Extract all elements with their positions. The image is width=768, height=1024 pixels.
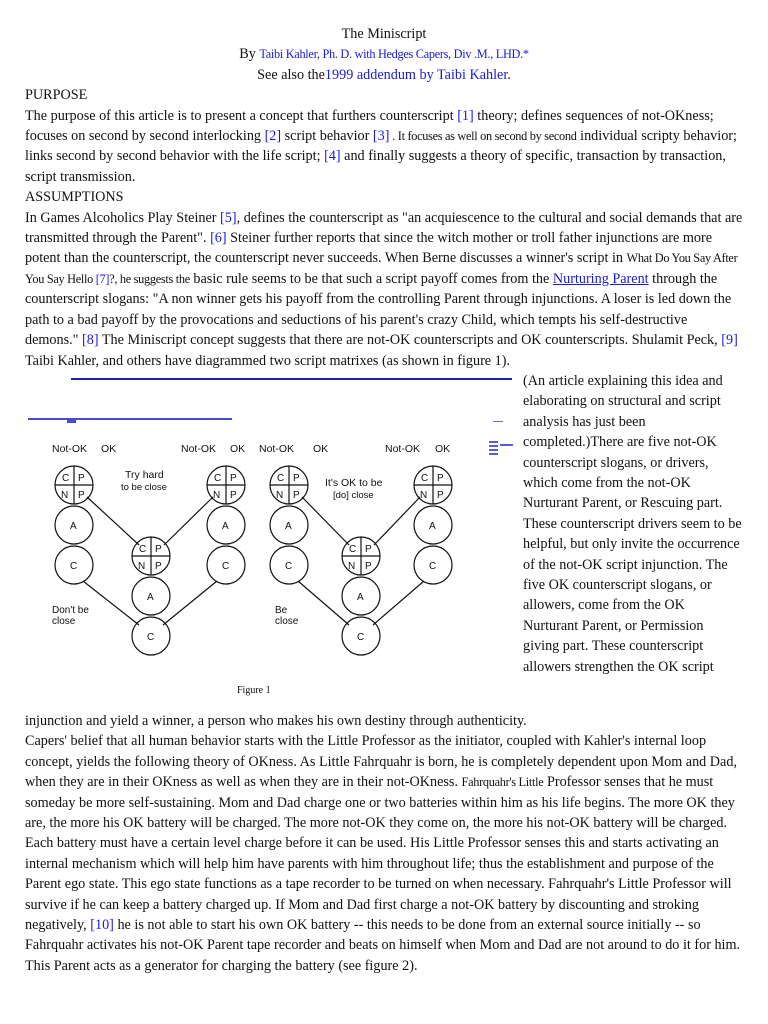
label-n: N <box>61 489 69 501</box>
transaction-line <box>373 581 424 625</box>
assumptions-heading: ASSUMPTIONS <box>25 189 124 206</box>
capers-text: Professor senses that he must someday be more self-sustaining. Mom and Dad charge one or two batteries within him as his life begins. The more OK they are, the more his OK battery will be charged. The more not-OK they come on, the more his not-OK battery will be charged. Each battery must have a certain level charge before it can be used. His Little Professor senses this and starts activating an internal mechanism which will help him have parents with him throughout life; thus the establishment and purpose of the Parent ego state. This ego state functions as a tape recorder to be turned on when necessary. Fahrquahr's Little Professor will survive if he can keep a battery charged up. If Mom and Dad first charge a not-OK battery by discounting and stroking negatively, <box>25 774 735 933</box>
injunction-1: Don't be <box>52 604 89 616</box>
ref-link-9[interactable]: [9] <box>721 332 738 349</box>
ref-link-2[interactable]: [2] <box>264 128 282 145</box>
purpose-text: and finally suggests a theory of specific, transaction by transaction, script transmission. <box>25 148 726 185</box>
right-script-matrix <box>259 443 452 655</box>
purpose-text: The purpose of this article is to present a concept that furthers counterscript <box>25 107 458 124</box>
purpose-heading: PURPOSE <box>25 87 88 104</box>
label-p: P <box>155 543 162 555</box>
transaction-line <box>83 581 139 625</box>
label-p: P <box>293 489 300 501</box>
allower-message-2: [do] close <box>333 489 374 501</box>
label-n: N <box>276 489 284 501</box>
permission-1: Be <box>275 604 288 616</box>
dash-mark <box>493 421 503 422</box>
label-n: N <box>138 560 146 572</box>
label-c: C <box>429 560 437 572</box>
page-title: The Miniscript <box>341 26 427 42</box>
label-c: C <box>277 472 285 484</box>
transaction-line <box>87 497 139 545</box>
assumptions-text: Steiner further reports that since the witch mother or troll father injunctions are more potent than the counterscript, the counterscript never succeeds. When Berne discusses a winner's script in <box>25 230 712 267</box>
ref-link-6[interactable]: [6] <box>210 230 227 247</box>
capers-text: Fahrquahr's Little <box>461 775 544 790</box>
purpose-text: . It focuses as well on second by second <box>389 129 577 144</box>
capers-text: Capers' belief that all human behavior starts with the Little Professor as the initiator, coupled with Kahler's internal loop concept, yields the following theory of OKness. As Little Fahrquahr is born, he is completely dependent upon Mom and Dad, when they are in their OKness as well as when they are in their not-OKness. <box>25 733 737 791</box>
label-c: C <box>222 560 230 572</box>
label-p: P <box>437 472 444 484</box>
capers-paragraph <box>25 731 743 976</box>
figure-section <box>25 371 743 731</box>
after-figure-text: injunction and yield a winner, a person who makes his own destiny through authenticity. <box>25 712 527 729</box>
label-p: P <box>365 560 372 572</box>
ref-link-1[interactable]: [1] <box>457 107 474 124</box>
assumptions-text: Taibi Kahler, and others have diagrammed two script matrixes (as shown in figure 1). <box>25 352 511 369</box>
label-c: C <box>421 472 429 484</box>
permission-2: close <box>275 615 299 627</box>
label-c: C <box>357 631 365 643</box>
left-notok-label-2: Not-OK <box>181 442 217 455</box>
driver-message-1: Try hard <box>125 468 164 481</box>
ref-link-8[interactable]: [8] <box>82 332 99 349</box>
assumptions-paragraph <box>25 208 743 371</box>
figure-small-rule <box>28 418 232 420</box>
see-also-prefix: See also the <box>257 66 325 83</box>
purpose-text: individual scripty behavior; links second by second behavior with the life script; <box>25 128 737 165</box>
label-p: P <box>230 489 237 501</box>
label-p: P <box>230 472 237 484</box>
assumptions-text: In Games Alcoholics Play Steiner <box>25 209 221 226</box>
assumptions-text: , defines the counterscript as "an acquiescence to the cultural and social demands that are transmitted through the Parent". <box>25 209 743 247</box>
left-ok-label-2: OK <box>230 442 246 455</box>
transaction-line <box>163 581 217 625</box>
purpose-paragraph <box>25 106 743 188</box>
nurturing-parent-link[interactable]: Nurturing Parent <box>552 270 649 287</box>
label-n: N <box>420 489 428 501</box>
label-n: N <box>348 560 356 572</box>
right-ok-label-2: OK <box>435 442 451 455</box>
label-a: A <box>429 520 436 532</box>
assumptions-text: basic rule seems to be that such a script payoff comes from the <box>189 270 553 287</box>
ref-link-4[interactable]: [4] <box>324 148 341 165</box>
left-script-matrix <box>52 443 245 655</box>
figure-1 <box>25 371 521 711</box>
authors-link[interactable]: Taibi Kahler, Ph. D. with Hedges Capers, Div .M., LHD.* <box>259 47 529 62</box>
label-p: P <box>78 489 85 501</box>
assumptions-text: ?, he suggests the <box>109 271 190 286</box>
transaction-line <box>164 497 213 545</box>
figure-small-mark <box>67 420 76 423</box>
left-notok-label-1: Not-OK <box>52 442 88 455</box>
label-p: P <box>155 560 162 572</box>
label-c: C <box>70 560 78 572</box>
see-also <box>25 65 743 85</box>
see-also-suffix: . <box>507 66 511 83</box>
label-p: P <box>437 489 444 501</box>
label-n: N <box>213 489 221 501</box>
label-c: C <box>62 472 70 484</box>
transaction-line <box>374 497 420 545</box>
label-a: A <box>357 591 364 603</box>
table-icon <box>489 441 514 455</box>
label-p: P <box>78 472 85 484</box>
ref-link-7[interactable]: [7] <box>95 271 110 286</box>
figure-top-rule <box>71 378 512 380</box>
assumptions-text: The Miniscript concept suggests that there are not-OK counterscripts and OK counterscripts. Shulamit Peck, <box>98 332 722 349</box>
side-paragraph: (An article explaining this idea and elaborating on structural and script analysis has just been completed.)There are five not-OK counterscript slogans, or drivers, which come from the not-OK Nurturant Parent, or Rescuing part. These counterscript drivers seem to be helpful, but only invite the occurrence of the not-OK script injunction. The five OK counterscript slogans, or allowers, come from the OK Nurturant Parent, or Permission giving part. These counterscript allowers strengthen the OK script <box>523 372 742 675</box>
label-c: C <box>214 472 222 484</box>
allower-message-1: It's OK to be <box>325 476 383 489</box>
label-c: C <box>349 543 357 555</box>
byline-prefix: By <box>239 46 260 63</box>
right-ok-label-1: OK <box>313 442 329 455</box>
label-c: C <box>147 631 155 643</box>
right-notok-label-1: Not-OK <box>259 442 295 455</box>
injunction-2: close <box>52 615 76 627</box>
label-a: A <box>70 520 77 532</box>
driver-message-2: to be close <box>121 481 167 493</box>
addendum-link[interactable]: 1999 addendum by Taibi Kahler <box>324 66 508 83</box>
purpose-text: theory; defines sequences of not-OKness; focuses on second by second interlocking <box>25 107 714 145</box>
right-notok-label-2: Not-OK <box>385 442 421 455</box>
label-p: P <box>365 543 372 555</box>
label-a: A <box>285 520 292 532</box>
ref-link-5[interactable]: [5] <box>220 209 237 226</box>
book-title: What Do You Say After You Say Hello <box>25 251 738 286</box>
label-a: A <box>147 591 154 603</box>
capers-text: he is not able to start his own OK battery -- this needs to be done from an external source initially -- so Fahrquahr activates his not-OK Parent tape recorder and beats on himself when Mom and Dad are not around to do it for him. This Parent acts as a generator for charging the battery (see figure 2). <box>25 916 741 974</box>
ref-link-3[interactable]: [3] <box>372 128 390 145</box>
assumptions-text: through the counterscript slogans: "A non winner gets his payoff from the controlling Parent through injunctions. A loser is led down the path to a bad payoff by the provocations and seductions of his parent's crazy Child, which tempts his self-destructive demons." <box>25 270 732 349</box>
figure-caption: Figure 1 <box>237 684 271 696</box>
left-ok-label-1: OK <box>101 442 117 455</box>
label-a: A <box>222 520 229 532</box>
label-c: C <box>139 543 147 555</box>
transaction-line <box>298 581 349 625</box>
byline <box>25 44 743 64</box>
script-matrix-diagram <box>47 441 487 703</box>
label-c: C <box>285 560 293 572</box>
transaction-line <box>302 497 349 545</box>
ref-link-10[interactable]: [10] <box>90 916 114 933</box>
label-p: P <box>293 472 300 484</box>
purpose-text: script behavior <box>281 128 373 145</box>
article <box>25 24 743 976</box>
